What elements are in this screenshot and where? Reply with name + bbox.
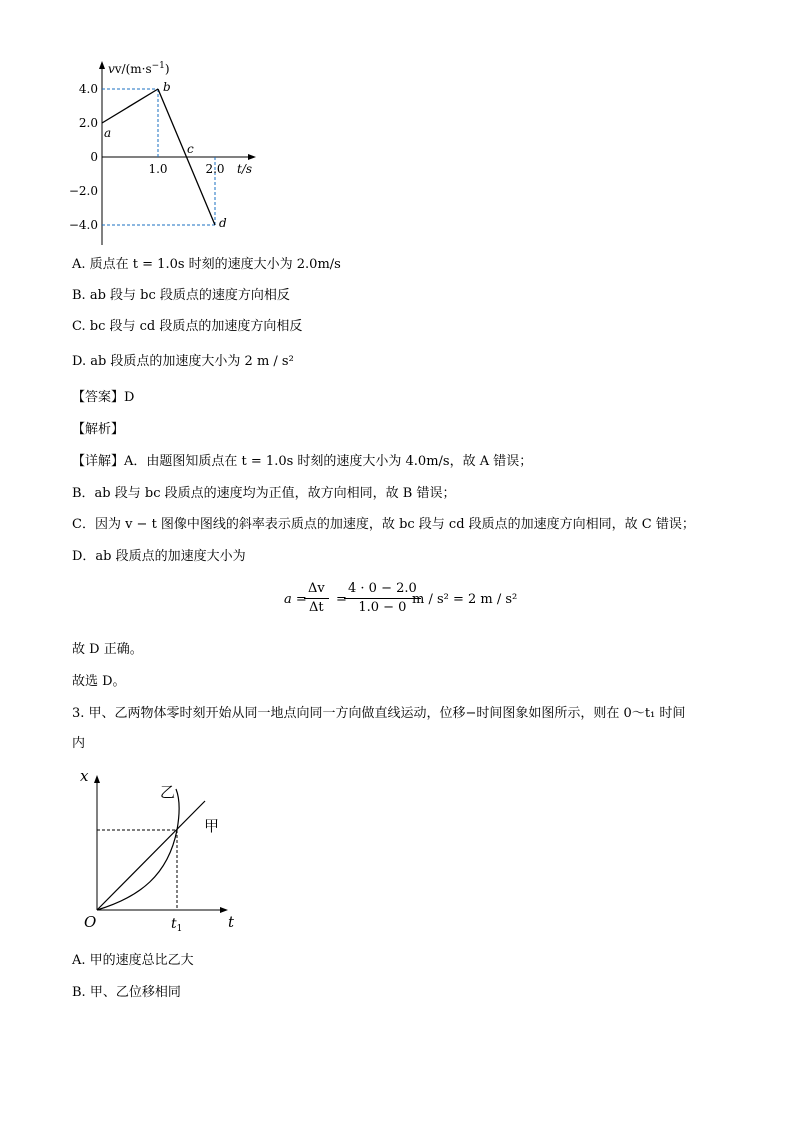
vt-point-b: b xyxy=(163,80,171,94)
formula-frac1-den: Δt xyxy=(309,600,324,615)
vt-point-d: d xyxy=(219,216,227,230)
formula-frac-1 xyxy=(304,580,329,617)
q3-stem-line2: 内 xyxy=(72,736,86,751)
q2-option-d: D. ab 段质点的加速度大小为 2 m / s² xyxy=(72,354,294,369)
detail-b: B．ab 段与 bc 段质点的速度均为正值，故方向相同，故 B 错误； xyxy=(72,486,456,501)
xt-x-label: t xyxy=(228,913,235,931)
xt-y-label: x xyxy=(80,767,89,785)
xt-graph xyxy=(70,765,260,935)
answer-value: D xyxy=(124,390,135,405)
xt-y-arrow xyxy=(94,775,100,783)
q2-option-b: B. ab 段与 bc 段质点的速度方向相反 xyxy=(72,288,290,303)
vt-xtick-1: 1.0 xyxy=(148,162,168,176)
vt-ytick-0: 0 xyxy=(90,150,98,164)
q2-option-a: A. 质点在 t = 1.0s 时刻的速度大小为 2.0m/s xyxy=(72,257,341,272)
vt-point-a: a xyxy=(104,126,112,140)
vt-ytick-4: 4.0 xyxy=(78,82,98,96)
xt-origin: O xyxy=(84,913,97,931)
q3-option-a: A. 甲的速度总比乙大 xyxy=(72,953,194,968)
formula-frac2-den: 1.0 − 0 xyxy=(358,600,407,615)
detail-d: D．ab 段质点的加速度大小为 xyxy=(72,549,246,564)
xt-label-yi: 乙 xyxy=(160,783,176,801)
vt-y-arrow xyxy=(99,61,105,69)
xt-t1-label: $t_1$ xyxy=(171,916,183,934)
detail-a-line xyxy=(72,453,532,471)
vt-point-c: c xyxy=(187,142,194,156)
vt-segment-ab xyxy=(102,89,158,123)
vt-xtick-2: 2.0 xyxy=(205,162,225,176)
formula-eq: = xyxy=(336,592,347,607)
xt-x-arrow xyxy=(220,907,228,913)
analysis-tag: 【解析】 xyxy=(72,422,125,437)
formula-frac-2 xyxy=(344,580,421,617)
vt-graph xyxy=(60,55,280,255)
choose-line: 故选 D。 xyxy=(72,674,126,689)
formula-frac2-num: 4 · 0 − 2.0 xyxy=(344,580,421,599)
vt-x-label: t/s xyxy=(237,162,253,176)
q3-option-b: B. 甲、乙位移相同 xyxy=(72,985,181,1000)
xt-line-jia xyxy=(97,801,205,910)
q3-stem-line1: 3. 甲、乙两物体零时刻开始从同一地点向同一方向做直线运动，位移−时间图象如图所示，则在 0～t₁ 时间 xyxy=(72,706,686,721)
detail-c: C．因为 v − t 图像中图线的斜率表示质点的加速度，故 bc 段与 cd 段质点的加速度方向相同，故 C 错误； xyxy=(72,517,695,532)
detail-a: A．由题图知质点在 t = 1.0s 时刻的速度大小为 4.0m/s，故 A 错误； xyxy=(124,454,533,469)
vt-y-label: $vv/(m\cdot s^{-1})$ xyxy=(108,61,170,76)
formula-rhs: m / s² = 2 m / s² xyxy=(412,592,518,607)
formula-lhs: a = xyxy=(284,592,307,607)
q2-option-c: C. bc 段与 cd 段质点的加速度方向相反 xyxy=(72,319,303,334)
vt-ytick-2: 2.0 xyxy=(78,116,98,130)
formula-frac1-num: Δv xyxy=(304,580,329,599)
conclusion: 故 D 正确。 xyxy=(72,642,143,657)
answer-tag: 【答案】 xyxy=(72,390,125,405)
vt-ytick-neg4: −4.0 xyxy=(68,218,98,232)
xt-label-jia: 甲 xyxy=(204,817,220,835)
vt-ytick-neg2: −2.0 xyxy=(68,184,98,198)
vt-x-arrow xyxy=(248,154,256,160)
xt-curve-yi xyxy=(97,789,179,910)
answer-line xyxy=(72,389,134,407)
detail-tag: 【详解】 xyxy=(72,454,125,469)
